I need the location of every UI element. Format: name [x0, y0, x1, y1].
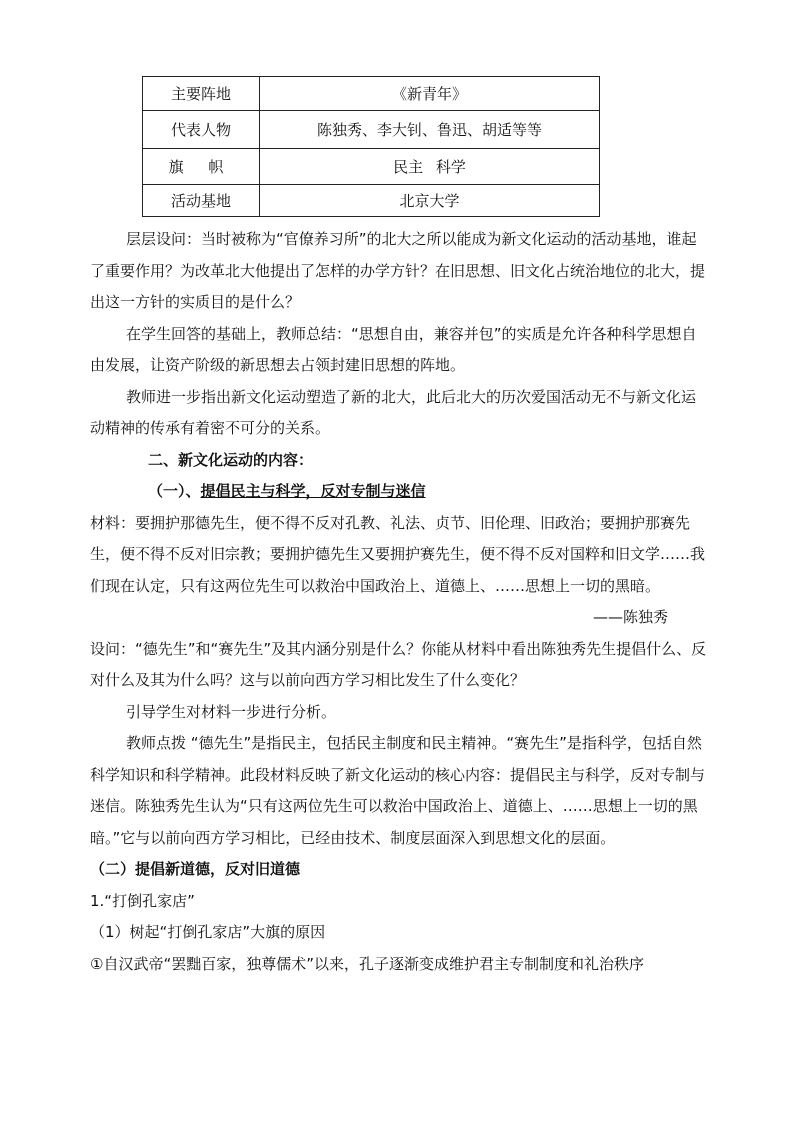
table-key: 旗 帜 — [143, 149, 260, 185]
table-row — [143, 149, 600, 185]
guide-paragraph: 引导学生对材料一步进行分析。 — [126, 702, 337, 721]
table-key: 代表人物 — [143, 111, 260, 149]
table-value: 《新青年》 — [260, 77, 600, 111]
section-heading: 二、新文化运动的内容： — [148, 450, 314, 469]
table-key: 主要阵地 — [143, 77, 260, 111]
teacher-point-paragraph: 教师点拨 “德先生”是指民主，包括民主制度和民主精神。“赛先生”是指科学，包括自然科学知识和科学精神。此段材料反映了新文化运动的核心内容：提倡民主与科学，反对专制与迷信。陈独秀先生认为“只有这两位先生可以救治中国政治上、道德上、……思想上一切的黑暗。”它与以前向西方学习相比，已经由技术、制度层面深入到思想文化的层面。 — [90, 734, 706, 847]
document-body — [90, 224, 708, 980]
table-row — [143, 77, 600, 111]
table-value: 民主 科学 — [260, 149, 600, 185]
material-quote: 材料：要拥护那德先生，便不得不反对孔教、礼法、贞节、旧伦理、旧政治；要拥护那赛先生，便不得不反对旧宗教；要拥护德先生又要拥护赛先生，便不得不反对国粹和旧文学……我们现在认定，只有这两位先生可以救治中国政治上、道德上、……思想上一切的黑暗。 — [90, 513, 706, 595]
subsection-prefix: （一）、 — [148, 482, 201, 500]
paragraph-questions: 层层设问：当时被称为“官僚养习所”的北大之所以能成为新文化运动的活动基地，谁起了重要作用？为改革北大他提出了怎样的办学方针？在旧思想、旧文化占统治地位的北大，提出这一方针的实质目的是什么？ — [90, 230, 706, 311]
list-item: 1.“打倒孔家店” — [90, 891, 195, 910]
info-table — [142, 76, 600, 217]
subsection-title: 提倡民主与科学，反对专制与迷信 — [200, 482, 426, 500]
subsection-heading — [90, 476, 708, 508]
table-value: 北京大学 — [260, 185, 600, 217]
paragraph-further: 教师进一步指出新文化运动塑造了新的北大，此后北大的历次爱国活动无不与新文化运动精神的传承有着密不可分的关系。 — [90, 387, 697, 437]
table-row — [143, 111, 600, 149]
table-key: 活动基地 — [143, 185, 260, 217]
table-value: 陈独秀、李大钊、鲁迅、胡适等等 — [260, 111, 600, 149]
list-item: ①自汉武帝“罢黜百家，独尊儒术”以来，孔子逐渐变成维护君主专制制度和礼治秩序 — [90, 954, 644, 973]
question-paragraph: 设问：“德先生”和“赛先生”及其内涵分别是什么？你能从材料中看出陈独秀先生提倡什么、反对什么及其为什么吗？这与以前向西方学习相比发生了什么变化？ — [90, 639, 707, 689]
subsection-heading-2: （二）提倡新道德，反对旧道德 — [90, 860, 301, 878]
quote-signature: ——陈独秀 — [592, 608, 668, 626]
paragraph-summary: 在学生回答的基础上，教师总结：“思想自由，兼容并包”的实质是允许各种科学思想自由发展，让资产阶级的新思想去占领封建旧思想的阵地。 — [90, 324, 697, 374]
list-item: （1）树起“打倒孔家店”大旗的原因 — [90, 923, 326, 941]
table-row — [143, 185, 600, 217]
